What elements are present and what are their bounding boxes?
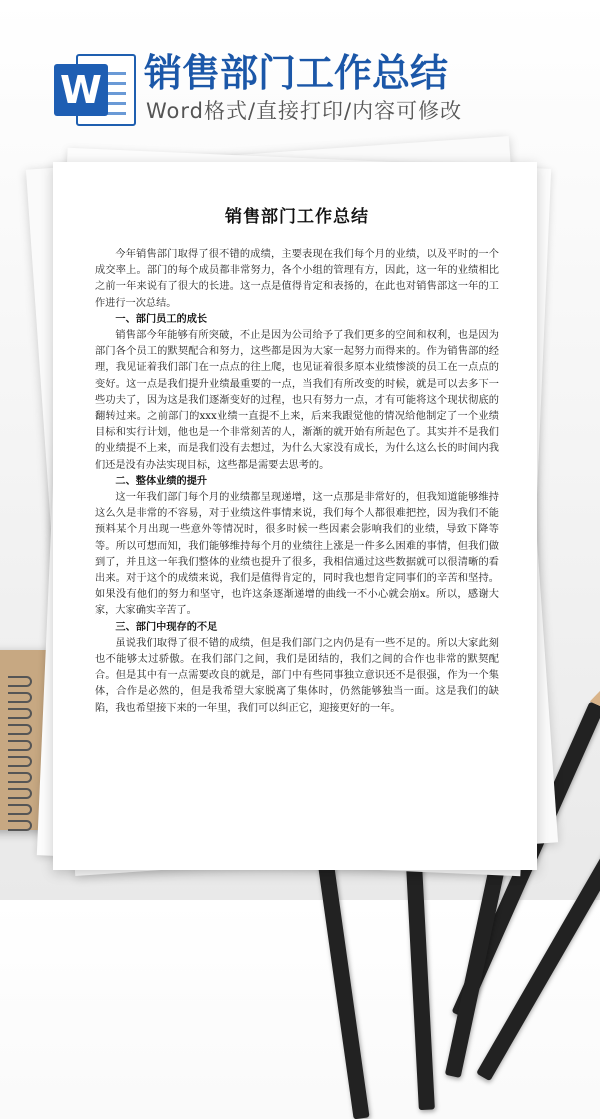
banner-header — [0, 0, 600, 140]
section-paragraph: 这一年我们部门每个月的业绩都呈现递增，这一点那是非常好的，但我知道能够维持这么久是非常的不容易，对于业绩这件事情来说，我们每个人都很难把控，因为我们不能预料某个月出现一些意外等情况时，很多时候一些因素会影响我们的业绩，导致下降等等。所以可想而知，我们能够维持每个月的业绩往上涨是一件多么困难的事情，但我们做到了，并且这一年我们整体的业绩也提升了很多，我相信通过这些数据就可以很清晰的看出来。对于这个的成绩来说，我们是值得肯定的，同时我也想肯定同事们的辛苦和坚持。如果没有他们的努力和坚守，也许这条逐渐递增的曲线一不小心就会崩x。所以，感谢大家，大家确实辛苦了。 — [95, 492, 499, 617]
section-paragraph: 销售部今年能够有所突破，不止是因为公司给予了我们更多的空间和权利，也是因为部门各个员工的默契配合和努力，这些都是因为大家一起努力而得来的。作为销售部的经理，我见证着我们部门在一点点的往上爬，也见证着很多原本业绩惨淡的员工在一点点的变好。这一点是我们提升业绩最重要的一点，当我们有所改变的时候，就是可以去多下一些功夫了，因为这是我们逐渐变好的过程，也只有努力一点，才有可能将这个现状彻底的翻转过来。之前部门的xxx业绩一直提不上来，后来我跟觉他的情况给他制定了一个业绩目标和实行计划，他也是一个非常刻苦的人，渐渐的就开始有所起色了。其实并不是我们的业绩提不上来，而是我们没有去想过，为什么大家没有成长，为什么这么长的时间内我们还是没有办法实现目标，这些都是需要去思考的。 — [95, 330, 499, 471]
document-page — [53, 162, 537, 870]
word-app-icon — [54, 48, 134, 128]
document-title: 销售部门工作总结 — [225, 207, 369, 227]
section-heading: 三、部门中现存的不足 — [115, 621, 218, 633]
section-heading: 一、部门员工的成长 — [115, 313, 208, 325]
section-paragraph: 虽说我们取得了很不错的成绩，但是我们部门之内仍是有一些不足的。所以大家此刻也不能够太过骄傲。在我们部门之间，我们是团结的，我们之间的合作也非常的默契配合。但是其中有一点需要改良的就是，部门中有些同事独立意识还不是很强，作为一个集体，合作是必然的，但是我希望大家脱离了集体时，仍然能够独当一面。这是我们的缺陷，我也希望接下来的一年里，我们可以纠正它，迎接更好的一年。 — [95, 637, 499, 714]
section-heading: 二、整体业绩的提升 — [115, 475, 208, 487]
banner-title: 销售部门工作总结 — [144, 51, 449, 95]
banner-subtitle: Word格式/直接打印/内容可修改 — [146, 99, 463, 123]
intro-paragraph: 今年销售部门取得了很不错的成绩，主要表现在我们每个月的业绩，以及平时的一个成交率上。部门的每个成员都非常努力，各个小组的管理有方，因此，这一年的业绩相比之前一年来说有了很大的长进。这一点是值得肯定和表扬的，在此也对销售部这一年的工作进行一次总结。 — [95, 249, 499, 309]
word-letter-tile: W — [54, 64, 108, 116]
